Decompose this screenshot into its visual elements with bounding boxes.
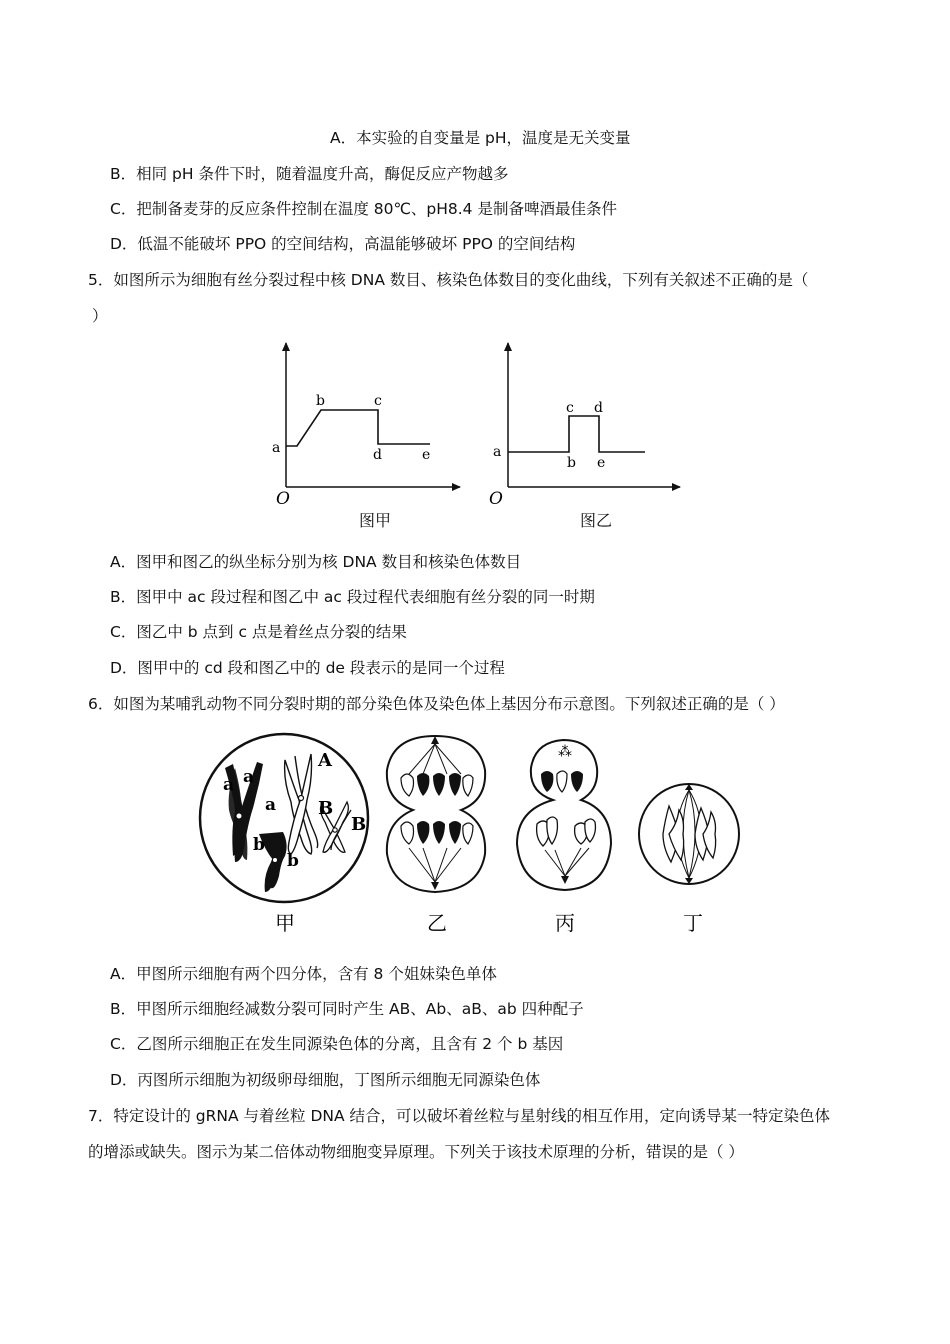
cell-jia bbox=[200, 734, 368, 902]
graph-jia-label-e: e bbox=[422, 447, 431, 463]
gene-label-4: a bbox=[265, 795, 277, 815]
svg-text:⁂: ⁂ bbox=[558, 744, 572, 760]
q7-stem-line1: 7．特定设计的 gRNA 与着丝粒 DNA 结合，可以破坏着丝粒与星射线的相互作用，定向诱导某一特定染色体 bbox=[88, 1107, 831, 1125]
gene-label-6: B bbox=[351, 814, 367, 835]
q5-stem-line2: ） bbox=[92, 307, 108, 325]
q5-option-d: D．图甲中的 cd 段和图乙中的 de 段表示的是同一个过程 bbox=[110, 659, 505, 677]
graph-jia-label-b: b bbox=[316, 393, 325, 409]
graph-jia-curve bbox=[286, 410, 430, 446]
gene-label-2: a bbox=[243, 767, 255, 787]
q5-option-a: A．图甲和图乙的纵坐标分别为核 DNA 数目和核染色体数目 bbox=[110, 553, 522, 571]
q6-option-a: A．甲图所示细胞有两个四分体，含有 8 个姐妹染色单体 bbox=[110, 965, 497, 983]
gene-label-7: b bbox=[253, 835, 265, 855]
graph-yi-curve bbox=[508, 416, 645, 452]
q6-cells bbox=[195, 730, 755, 940]
cell-yi bbox=[387, 736, 485, 892]
graph-jia bbox=[272, 343, 460, 509]
q7-stem-line2: 的增添或缺失。图示为某二倍体动物细胞变异原理。下列关于该技术原理的分析，错误的是（ ） bbox=[88, 1143, 744, 1161]
q5-option-c: C．图乙中 b 点到 c 点是着丝点分裂的结果 bbox=[110, 623, 407, 641]
q4-option-c: C．把制备麦芽的反应条件控制在温度 80℃、pH8.4 是制备啤酒最佳条件 bbox=[110, 200, 617, 218]
gene-label-5: B bbox=[318, 798, 334, 819]
graph-yi-label-b: b bbox=[567, 455, 576, 471]
cell-yi-caption: 乙 bbox=[427, 911, 447, 935]
q5-graphs bbox=[260, 335, 690, 535]
cell-ding bbox=[639, 784, 739, 884]
q5-figure bbox=[260, 335, 690, 535]
cell-jia-caption: 甲 bbox=[275, 911, 295, 935]
cell-ding-caption: 丁 bbox=[683, 911, 703, 935]
graph-yi-label-d: d bbox=[594, 400, 603, 416]
cell-bing bbox=[517, 740, 611, 890]
graph-jia-label-a: a bbox=[272, 440, 281, 456]
q4-option-b: B．相同 pH 条件下时，随着温度升高，酶促反应产物越多 bbox=[110, 165, 509, 183]
q5-stem-line1: 5．如图所示为细胞有丝分裂过程中核 DNA 数目、核染色体数目的变化曲线，下列有关叙述不正确的是（ bbox=[88, 271, 809, 289]
graph-yi-label-e: e bbox=[597, 455, 606, 471]
q6-figure bbox=[195, 730, 755, 940]
q5-option-b: B．图甲中 ac 段过程和图乙中 ac 段过程代表细胞有丝分裂的同一时期 bbox=[110, 588, 595, 606]
graph-yi-caption: 图乙 bbox=[580, 511, 613, 530]
q6-option-c: C．乙图所示细胞正在发生同源染色体的分离，且含有 2 个 b 基因 bbox=[110, 1035, 564, 1053]
q6-stem: 6．如图为某哺乳动物不同分裂时期的部分染色体及染色体上基因分布示意图。下列叙述正确的是（ ） bbox=[88, 695, 785, 713]
gene-label-3: A bbox=[318, 750, 332, 771]
q4-option-d: D．低温不能破坏 PPO 的空间结构，高温能够破坏 PPO 的空间结构 bbox=[110, 235, 576, 253]
graph-yi-label-a: a bbox=[493, 444, 502, 460]
graph-jia-origin: O bbox=[276, 489, 290, 509]
graph-jia-label-c: c bbox=[374, 393, 382, 409]
graph-jia-label-d: d bbox=[373, 447, 382, 463]
q6-option-d: D．丙图所示细胞为初级卵母细胞，丁图所示细胞无同源染色体 bbox=[110, 1071, 541, 1089]
graph-yi bbox=[489, 343, 680, 509]
q6-option-b: B．甲图所示细胞经减数分裂可同时产生 AB、Ab、aB、ab 四种配子 bbox=[110, 1000, 584, 1018]
cell-bing-caption: 丙 bbox=[555, 911, 575, 935]
gene-label-8: b bbox=[287, 851, 299, 871]
gene-label-1: a bbox=[223, 775, 235, 795]
q4-option-a: A．本实验的自变量是 pH，温度是无关变量 bbox=[330, 129, 631, 147]
graph-jia-caption: 图甲 bbox=[359, 511, 392, 530]
graph-yi-label-c: c bbox=[566, 400, 574, 416]
graph-yi-origin: O bbox=[489, 489, 503, 509]
